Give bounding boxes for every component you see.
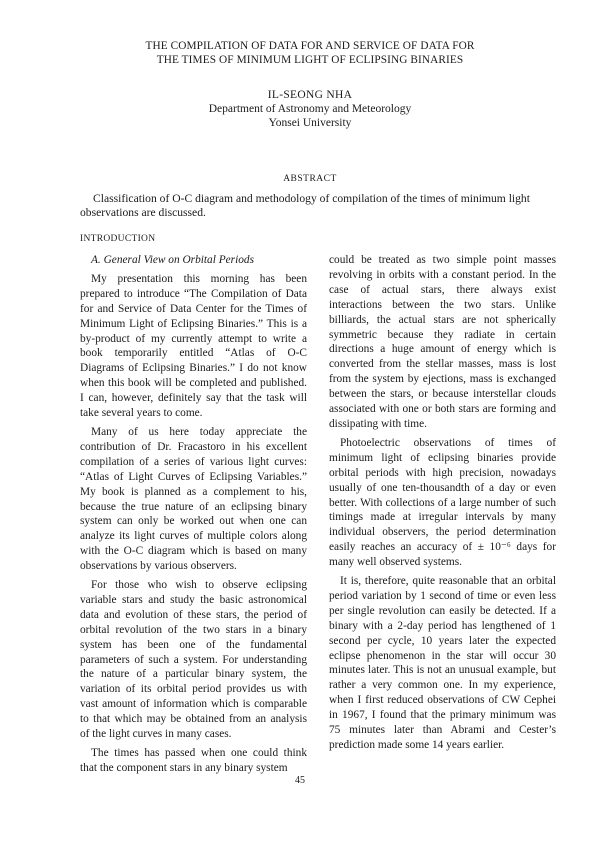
paragraph: It is, therefore, quite reasonable that an orbital period variation by 1 second of time or even less per single revolution can easily be detected. If a binary with a 2-day period has lengthened of 1 second per cycle, 10 years later the expected eclipse phenomenon in the star will occur 30 minutes later. This is not an unusual example, but rather a very common one. In my experience, when I first reduced observations of CW Cephei in 1967, I found that the primary minimum was 75 minutes later than Abrami and Cester’s prediction made some 14 years earlier. [329, 575, 556, 751]
page-number: 45 [295, 775, 305, 786]
abstract-text: Classification of O-C diagram and methodology of compilation of the times of minimum light observations are discussed. [80, 192, 530, 219]
paragraph: For those who wish to observe eclipsing variable stars and study the basic astronomical data and evolution of these stars, the period of orbital revolution of the two stars in a binary system has been one of the fundamental parameters of such a system. For understanding the nature of a particular binary system, the variation of its orbital period provides us with vast amount of information which is comparable to that which may be obtained from an analysis of the light curves in many cases. [80, 579, 307, 741]
title-line-2: THE TIMES OF MINIMUM LIGHT OF ECLIPSING BINARIES [156, 54, 464, 66]
subsection-heading: A. General View on Orbital Periods [91, 254, 254, 266]
paragraph: could be treated as two simple point masses revolving in orbits with a constant period. In the case of actual stars, there always exist interactions between the two stars. Unlike billiards, the actual stars are not spherically symmetric because they radiate in certain directions a huge amount of energy which is converted from the stellar masses, mass is lost from the system by ejections, mass is exchanged between the stars, or because interstellar clouds associated with one or both stars are forming and dissipating with time. [329, 254, 556, 430]
author-text: IL-SEONG NHA [267, 89, 353, 101]
paragraph: My presentation this morning has been prepared to introduce “The Compilation of Data for and Service of Data Center for the Times of Minimum Light of Eclipsing Binaries.” This is a by-product of my currently attempt to write a book temporarily entitled “Atlas of O-C Diagrams of Eclipsing Binaries.” I do not know when this book will be completed and published. I can, however, definitely say that the task will take several years to come. [80, 272, 307, 420]
paragraph: Photoelectric observations of times of minimum light of eclipsing binaries provide orbital periods with high precision, nowadays usually of one ten-thousandth of a day or even better. With collections of a large number of such timings made at irregular intervals by many individual observers, the period determination easily reaches an accuracy of ± 10⁻⁶ days for many well observed systems. [329, 436, 556, 569]
title-line-1: THE COMPILATION OF DATA FOR AND SERVICE OF DATA FOR [145, 40, 475, 52]
abstract-heading: ABSTRACT [283, 174, 337, 184]
paragraph: The times has passed when one could think that the component stars in any binary system [80, 747, 307, 774]
section-heading: INTRODUCTION [80, 234, 156, 244]
author-name [120, 88, 500, 102]
affiliation-university: Yonsei University [268, 117, 352, 129]
paper-title [100, 39, 520, 67]
paragraph: Many of us here today appreciate the contribution of Dr. Fracastoro in his excellent compilation of a series of various light curves: “Atlas of Light Curves of Eclipsing Variables.” My book is planned as a complement to his, because the true nature of an eclipsing binary system can only be worked out when one can analyze its light curves of multiple colors along with the O-C diagram which is based on many observations by various observers. [80, 425, 307, 573]
right-column [329, 253, 556, 757]
affiliation-department: Department of Astronomy and Meteorology [208, 103, 412, 115]
left-column [80, 253, 307, 780]
